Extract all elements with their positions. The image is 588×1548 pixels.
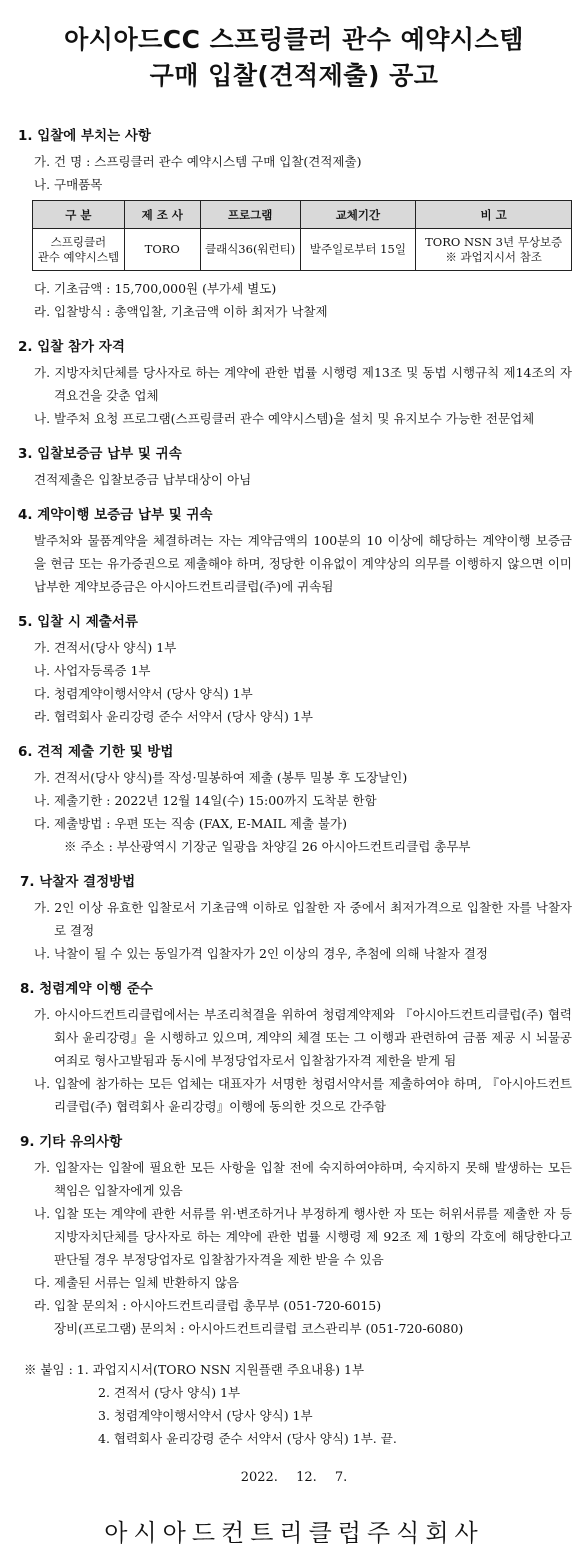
section-7-item-na: 나. 낙찰이 될 수 있는 동일가격 입찰자가 2인 이상의 경우, 추첨에 의해 낙찰자 결정 — [34, 946, 488, 961]
table-cell-period: 발주일로부터 15일 — [300, 229, 416, 271]
section-9-item-na: 나. 입찰 또는 계약에 관한 서류를 위·변조하거나 부정하게 행사한 자 또는 허위서류를 제출한 자 등 지방자치단체를 당사자로 하는 계약에 관한 법률 시행령 제 92조 제 1항의 각호에 해당한다고 판단될 경우 부정당업자로 입찰참가자격을 제한 받을 수 있음 — [34, 1206, 572, 1267]
document-title-line2: 구매 입찰(견적제출) 공고 — [149, 61, 439, 90]
list-item: 라. 협력회사 윤리강령 준수 서약서 (당사 양식) 1부 — [34, 709, 313, 724]
category-line1: 스프링클러 — [50, 234, 107, 249]
section-3-body: 견적제출은 입찰보증금 납부대상이 아님 — [34, 472, 252, 487]
section-9-item-ra: 라. 입찰 문의처 : 아시아드컨트리클럽 총무부 (051-720-6015) — [34, 1298, 382, 1313]
list-item: 다. 청렴계약이행서약서 (당사 양식) 1부 — [34, 686, 253, 701]
notice-date: 2022. 12. 7. — [240, 1470, 348, 1485]
attachment-item: 4. 협력회사 윤리강령 준수 서약서 (당사 양식) 1부. 끝. — [98, 1431, 397, 1446]
table-cell-program: 클래식36(워런티) — [200, 229, 300, 271]
table-header-row — [33, 201, 572, 229]
section-6-item-na: 나. 제출기한 : 2022년 12월 14일(수) 15:00까지 도착분 한함 — [34, 793, 377, 808]
section-1-item-ga: 가. 건 명 : 스프링클러 관수 예약시스템 구매 입찰(견적제출) — [34, 154, 362, 169]
table-cell-category — [33, 229, 125, 271]
document-title-line1: 아시아드CC 스프링클러 관수 예약시스템 — [64, 25, 524, 54]
remarks-line2: ※ 과업지시서 참조 — [445, 249, 542, 264]
section-1-heading: 1. 입찰에 부치는 사항 — [18, 128, 151, 144]
table-header-cell: 프로그램 — [200, 201, 300, 229]
section-2-heading: 2. 입찰 참가 자격 — [18, 339, 125, 355]
section-9-item-da: 다. 제출된 서류는 일체 반환하지 않음 — [34, 1275, 239, 1290]
section-3 — [16, 444, 572, 491]
list-item: 가. 견적서(당사 양식) 1부 — [34, 640, 177, 655]
section-1 — [16, 126, 572, 323]
table-row — [33, 229, 572, 271]
section-6-address-note: ※ 주소 : 부산광역시 기장군 일광읍 차양길 26 아시아드컨트리클럽 총무부 — [64, 839, 471, 854]
section-4-body: 발주처와 물품계약을 체결하려는 자는 계약금액의 100분의 10 이상에 해당하는 계약이행 보증금을 현금 또는 유가증권으로 제출해야 하며, 정당한 이유없이 계약상의 의무를 이행하지 않으면 이미 납부한 계약보증금은 아시아드컨트리클럽(주)에 귀속됨 — [34, 533, 572, 594]
section-2-item-ga: 가. 지방자치단체를 당사자로 하는 계약에 관한 법률 시행령 제13조 및 동법 시행규칙 제14조의 자격요건을 갖춘 업체 — [34, 365, 572, 403]
section-1-item-na: 나. 구매품목 — [34, 177, 103, 192]
section-6-heading: 6. 견적 제출 기한 및 방법 — [18, 744, 174, 760]
table-header-cell: 비 고 — [416, 201, 572, 229]
section-2 — [16, 337, 572, 430]
section-9-item-ra-equipment: 장비(프로그램) 문의처 : 아시아드컨트리클럽 코스관리부 (051-720-6080) — [54, 1321, 464, 1336]
section-8 — [16, 979, 572, 1118]
table-cell-manufacturer: TORO — [124, 229, 200, 271]
table-cell-remarks — [416, 229, 572, 271]
section-7-item-ga: 가. 2인 이상 유효한 입찰로서 기초금액 이하로 입찰한 자 중에서 최저가격으로 입찰한 자를 낙찰자로 결정 — [34, 900, 572, 938]
section-7 — [16, 872, 572, 965]
table-header-cell: 제 조 사 — [124, 201, 200, 229]
section-4 — [16, 505, 572, 598]
table-header-cell: 구 분 — [33, 201, 125, 229]
remarks-line1: TORO NSN 3년 무상보증 — [425, 234, 563, 249]
section-5 — [16, 612, 572, 728]
attachments — [16, 1358, 572, 1450]
section-8-item-ga: 가. 아시아드컨트리클럽에서는 부조리척결을 위하여 청렴계약제와 『아시아드컨트리클럽(주) 협력회사 윤리강령』을 시행하고 있으며, 계약의 체결 또는 그 이행과 관련하여 금품 제공 시 뇌물공여죄로 형사고발됨과 동시에 부정당업자로서 입찰참가자격 제한을 받게 됨 — [34, 1007, 572, 1068]
section-1-item-ra: 라. 입찰방식 : 총액입찰, 기초금액 이하 최저가 낙찰제 — [34, 304, 328, 319]
section-8-heading: 8. 청렴계약 이행 준수 — [20, 981, 153, 997]
section-7-heading: 7. 낙찰자 결정방법 — [20, 874, 136, 890]
section-6-item-da: 다. 제출방법 : 우편 또는 직송 (FAX, E-MAIL 제출 불가) — [34, 816, 347, 831]
section-3-heading: 3. 입찰보증금 납부 및 귀속 — [18, 446, 182, 462]
attachment-item: 3. 청렴계약이행서약서 (당사 양식) 1부 — [98, 1408, 313, 1423]
section-2-item-na: 나. 발주처 요청 프로그램(스프링클러 관수 예약시스템)을 설치 및 유지보수 가능한 전문업체 — [34, 411, 535, 426]
section-6 — [16, 742, 572, 858]
section-8-item-na: 나. 입찰에 참가하는 모든 업체는 대표자가 서명한 청렴서약서를 제출하여야 하며, 『아시아드컨트리클럽(주) 협력회사 윤리강령』이행에 동의한 것으로 간주함 — [34, 1076, 572, 1114]
attachment-item: 2. 견적서 (당사 양식) 1부 — [98, 1385, 241, 1400]
section-9-item-ga: 가. 입찰자는 입찰에 필요한 모든 사항을 입찰 전에 숙지하여야하며, 숙지하지 못해 발생하는 모든 책임은 입찰자에게 있음 — [34, 1160, 572, 1198]
list-item: 나. 사업자등록증 1부 — [34, 663, 151, 678]
section-9 — [16, 1132, 572, 1340]
purchase-items-table — [32, 200, 572, 271]
section-1-item-da: 다. 기초금액 : 15,700,000원 (부가세 별도) — [34, 281, 277, 296]
attachment-lead: ※ 붙임 : 1. 과업지시서(TORO NSN 지원플랜 주요내용) 1부 — [24, 1362, 365, 1377]
table-header-cell: 교체기간 — [300, 201, 416, 229]
company-name: 아시아드컨트리클럽주식회사 — [104, 1519, 484, 1547]
section-9-heading: 9. 기타 유의사항 — [20, 1134, 123, 1150]
section-5-heading: 5. 입찰 시 제출서류 — [18, 614, 138, 630]
section-6-item-ga: 가. 견적서(당사 양식)를 작성·밀봉하여 제출 (봉투 밀봉 후 도장날인) — [34, 770, 408, 785]
section-4-heading: 4. 계약이행 보증금 납부 및 귀속 — [18, 507, 213, 523]
category-line2: 관수 예약시스템 — [37, 249, 120, 264]
